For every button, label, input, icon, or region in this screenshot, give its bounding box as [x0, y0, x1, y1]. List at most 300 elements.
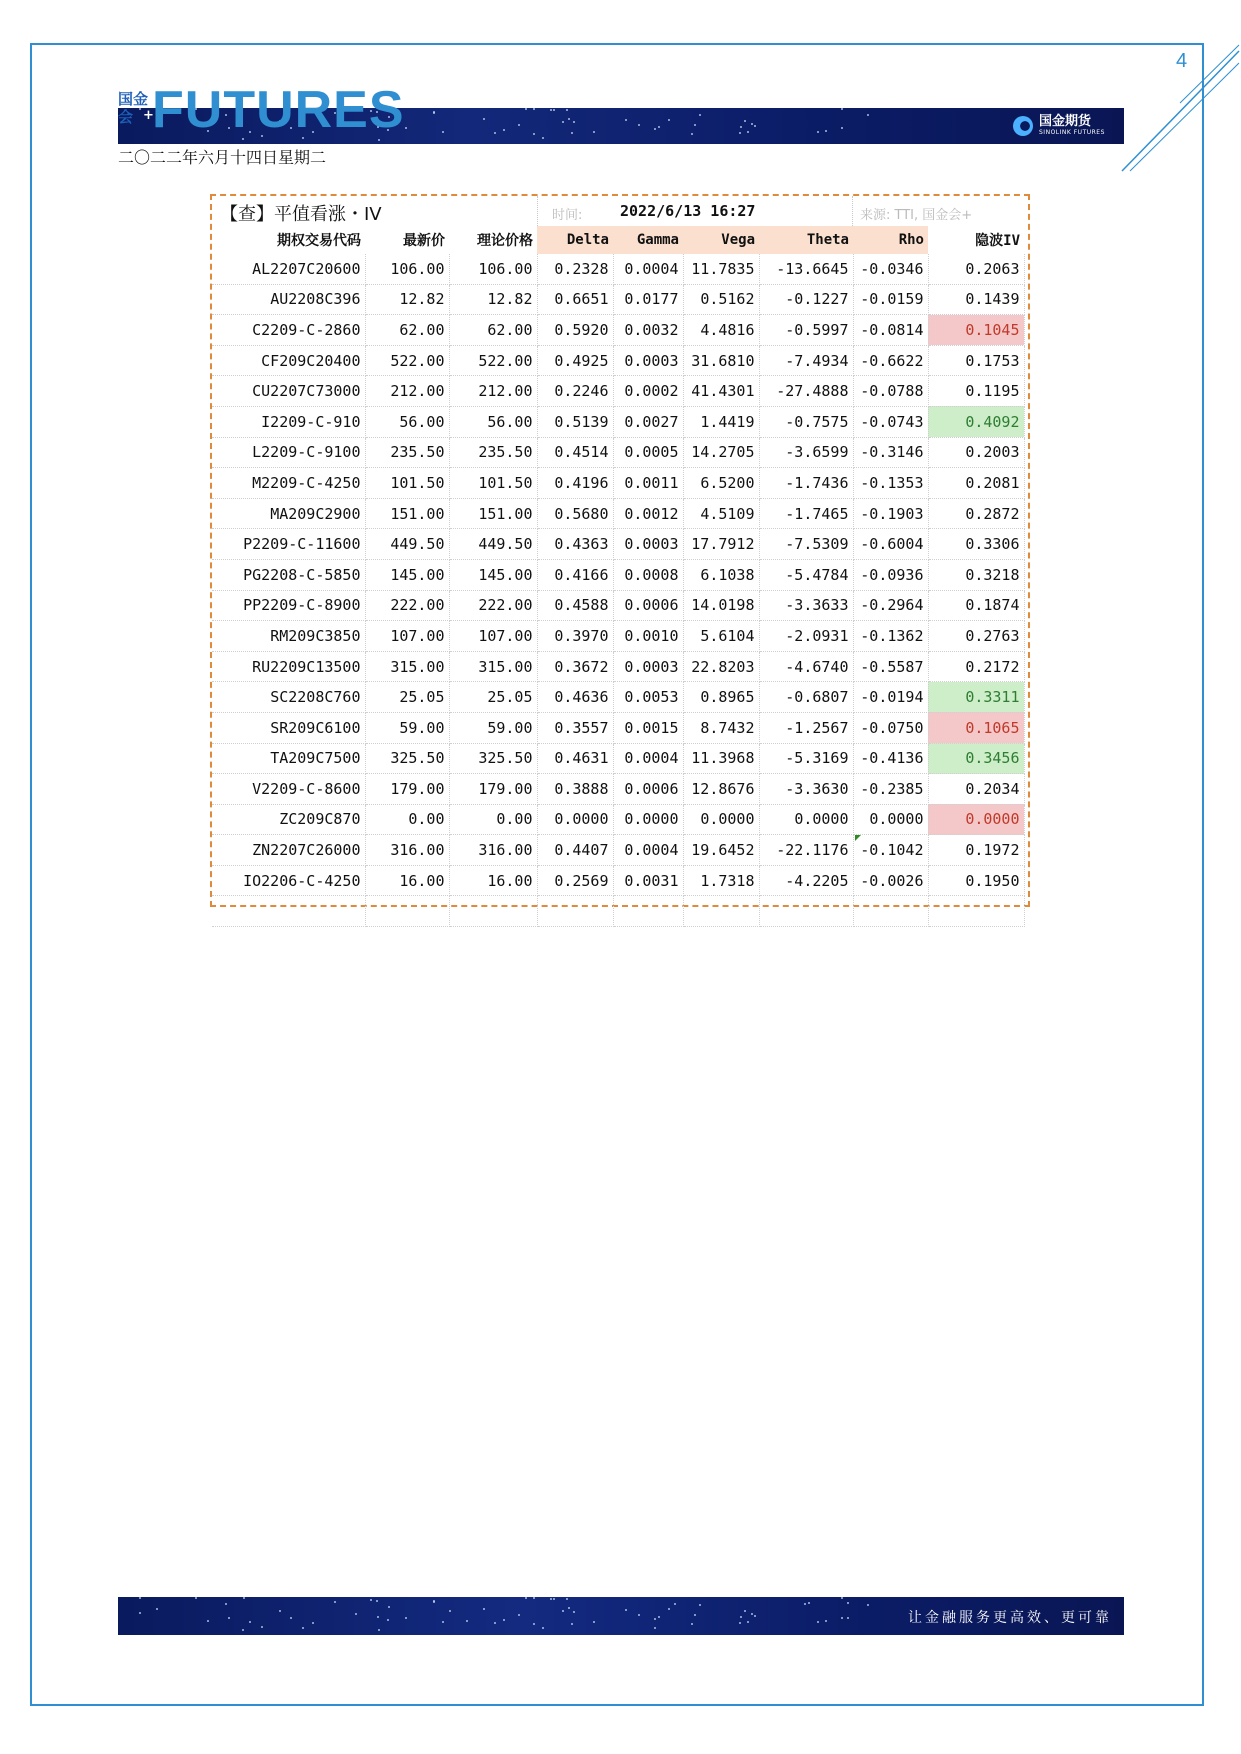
star-decoration: [744, 120, 746, 122]
table-cell: 0.3311: [928, 682, 1024, 713]
table-cell: -0.0346: [853, 254, 928, 284]
star-decoration: [533, 133, 535, 135]
table-cell: 6.5200: [683, 468, 759, 499]
table-cell: 1.7318: [683, 865, 759, 896]
star-decoration: [699, 114, 701, 116]
table-cell: -0.3146: [853, 437, 928, 468]
footer-slogan: 让金融服务更高效、更可靠: [908, 1610, 1112, 1626]
table-cell: -4.6740: [759, 651, 853, 682]
star-decoration: [553, 1598, 555, 1600]
table-cell: 0.4363: [537, 529, 613, 560]
star-decoration: [841, 108, 843, 110]
table-cell: -0.1042: [853, 835, 928, 866]
option-code-cell: L2209-C-9100: [212, 437, 365, 468]
option-code-cell: PP2209-C-8900: [212, 590, 365, 621]
brand-wordmark: FUTURES: [152, 81, 405, 139]
star-decoration: [691, 1623, 693, 1625]
star-decoration: [658, 1616, 660, 1618]
table-row: [212, 406, 1024, 437]
option-code-cell: MA209C2900: [212, 498, 365, 529]
logo-mark-icon: [1013, 116, 1033, 136]
table-cell: 212.00: [365, 376, 449, 407]
table-cell: 4.5109: [683, 498, 759, 529]
table-cell: 0.0006: [613, 774, 683, 805]
table-cell: 0.0010: [613, 621, 683, 652]
option-code-cell: CF209C20400: [212, 345, 365, 376]
table-cell: -7.4934: [759, 345, 853, 376]
table-row: [212, 468, 1024, 499]
table-cell: [365, 896, 449, 927]
star-decoration: [442, 1621, 444, 1623]
table-cell: 25.05: [365, 682, 449, 713]
table-cell: -0.1227: [759, 284, 853, 315]
table-cell: 0.4925: [537, 345, 613, 376]
table-cell: 0.0000: [928, 804, 1024, 835]
option-code-cell: IO2206-C-4250: [212, 865, 365, 896]
star-decoration: [566, 109, 568, 111]
star-decoration: [550, 109, 552, 111]
table-cell: 59.00: [449, 712, 537, 743]
star-decoration: [699, 1604, 701, 1606]
table-cell: 0.0003: [613, 529, 683, 560]
table-cell: 0.5680: [537, 498, 613, 529]
table-cell: -0.5587: [853, 651, 928, 682]
corner-decoration: [1120, 43, 1241, 173]
table-cell: 0.2172: [928, 651, 1024, 682]
table-cell: 0.0031: [613, 865, 683, 896]
option-code-cell: V2209-C-8600: [212, 774, 365, 805]
table-cell: 106.00: [449, 254, 537, 284]
star-decoration: [533, 1623, 535, 1625]
table-cell: 145.00: [365, 559, 449, 590]
star-decoration: [740, 126, 742, 128]
option-code-cell: C2209-C-2860: [212, 315, 365, 346]
table-cell: 62.00: [365, 315, 449, 346]
table-cell: -0.1903: [853, 498, 928, 529]
star-decoration: [562, 121, 564, 123]
table-cell: 222.00: [449, 590, 537, 621]
table-cell: 0.1950: [928, 865, 1024, 896]
table-cell: 11.3968: [683, 743, 759, 774]
table-cell: -1.2567: [759, 712, 853, 743]
table-cell: -2.0931: [759, 621, 853, 652]
table-cell: 449.50: [365, 529, 449, 560]
table-cell: [537, 896, 613, 927]
table-cell: [853, 896, 928, 927]
table-cell: -13.6645: [759, 254, 853, 284]
col-header-last: 最新价: [365, 226, 449, 254]
table-cell: -1.7465: [759, 498, 853, 529]
table-cell: 19.6452: [683, 835, 759, 866]
table-cell: 0.0006: [613, 590, 683, 621]
table-cell: -7.5309: [759, 529, 853, 560]
table-cell: 0.6651: [537, 284, 613, 315]
star-decoration: [483, 118, 485, 120]
table-cell: 0.0000: [537, 804, 613, 835]
table-cell: 12.8676: [683, 774, 759, 805]
star-decoration: [139, 1612, 141, 1614]
table-cell: 0.2569: [537, 865, 613, 896]
table-cell: 101.50: [365, 468, 449, 499]
table-cell: -3.3630: [759, 774, 853, 805]
star-decoration: [841, 1597, 843, 1599]
star-decoration: [542, 1627, 544, 1629]
star-decoration: [553, 109, 555, 111]
table-row: [212, 804, 1024, 835]
option-code-cell: RU2209C13500: [212, 651, 365, 682]
table-cell: 0.2063: [928, 254, 1024, 284]
table-cell: 235.50: [365, 437, 449, 468]
table-cell: [759, 896, 853, 927]
table-cell: 0.1972: [928, 835, 1024, 866]
table-cell: -0.2385: [853, 774, 928, 805]
table-row: [212, 590, 1024, 621]
table-cell: [928, 896, 1024, 927]
col-header-theta: Theta: [759, 226, 853, 254]
page-number: 4: [1176, 50, 1188, 72]
star-decoration: [370, 1599, 372, 1601]
star-decoration: [841, 127, 843, 129]
table-cell: 0.0008: [613, 559, 683, 590]
star-decoration: [668, 119, 670, 121]
star-decoration: [449, 1610, 451, 1612]
star-decoration: [817, 1621, 819, 1623]
star-decoration: [494, 132, 496, 134]
table-cell: -0.2964: [853, 590, 928, 621]
table-row: [212, 865, 1024, 896]
table-cell: 12.82: [449, 284, 537, 315]
table-cell: 1.4419: [683, 406, 759, 437]
table-cell: 22.8203: [683, 651, 759, 682]
table-cell: 11.7835: [683, 254, 759, 284]
table-cell: [449, 896, 537, 927]
star-decoration: [568, 1607, 570, 1609]
table-cell: 212.00: [449, 376, 537, 407]
footer-banner: [118, 1597, 1124, 1635]
table-row: [212, 315, 1024, 346]
col-header-delta: Delta: [537, 226, 613, 254]
star-decoration: [312, 1622, 314, 1624]
table-cell: 14.2705: [683, 437, 759, 468]
star-decoration: [483, 1608, 485, 1610]
table-cell: 0.2328: [537, 254, 613, 284]
table-cell: 4.4816: [683, 315, 759, 346]
table-cell: -0.0026: [853, 865, 928, 896]
table-row: [212, 835, 1024, 866]
table-row: [212, 682, 1024, 713]
star-decoration: [279, 1610, 281, 1612]
star-decoration: [518, 124, 520, 126]
star-decoration: [503, 129, 505, 131]
table-cell: 0.0005: [613, 437, 683, 468]
table-cell: 0.2763: [928, 621, 1024, 652]
option-code-cell: SC2208C760: [212, 682, 365, 713]
table-cell: 0.5162: [683, 284, 759, 315]
option-code-cell: AL2207C20600: [212, 254, 365, 284]
star-decoration: [518, 1614, 520, 1616]
table-cell: 17.7912: [683, 529, 759, 560]
table-cell: 0.1195: [928, 376, 1024, 407]
star-decoration: [747, 1621, 749, 1623]
table-cell: -5.3169: [759, 743, 853, 774]
table-cell: 0.0004: [613, 254, 683, 284]
col-header-vega: Vega: [683, 226, 759, 254]
table-cell: 0.0000: [613, 804, 683, 835]
star-decoration: [573, 121, 575, 123]
table-cell: 0.0000: [853, 804, 928, 835]
star-decoration: [691, 133, 693, 135]
star-decoration: [405, 1617, 407, 1619]
star-decoration: [804, 1603, 806, 1605]
table-cell: 0.4514: [537, 437, 613, 468]
star-decoration: [751, 1613, 753, 1615]
table-cell: 235.50: [449, 437, 537, 468]
table-cell: 0.0015: [613, 712, 683, 743]
star-decoration: [654, 1618, 656, 1620]
table-cell: -0.0936: [853, 559, 928, 590]
table-row: [212, 743, 1024, 774]
table-cell: -5.4784: [759, 559, 853, 590]
table-row: [212, 559, 1024, 590]
star-decoration: [638, 1614, 640, 1616]
time-label: 时间:: [552, 208, 583, 223]
table-cell: 16.00: [365, 865, 449, 896]
star-decoration: [566, 1598, 568, 1600]
star-decoration: [195, 1597, 197, 1599]
table-cell: -0.6004: [853, 529, 928, 560]
star-decoration: [739, 132, 741, 134]
table-cell: -4.2205: [759, 865, 853, 896]
star-decoration: [674, 1603, 676, 1605]
star-decoration: [525, 108, 527, 110]
star-decoration: [740, 1616, 742, 1618]
option-code-cell: ZC209C870: [212, 804, 365, 835]
table-cell: 0.0000: [683, 804, 759, 835]
table-cell: 0.2872: [928, 498, 1024, 529]
table-cell: 316.00: [449, 835, 537, 866]
table-cell: 0.3456: [928, 743, 1024, 774]
star-decoration: [625, 1609, 627, 1611]
star-decoration: [405, 127, 407, 129]
report-date: 二〇二二年六月十四日星期二: [118, 148, 327, 167]
star-decoration: [867, 114, 869, 116]
table-cell: 0.00: [365, 804, 449, 835]
table-cell: 107.00: [365, 621, 449, 652]
star-decoration: [593, 1621, 595, 1623]
star-decoration: [867, 1604, 869, 1606]
table-row: [212, 529, 1024, 560]
star-decoration: [533, 108, 535, 110]
table-cell: 0.2003: [928, 437, 1024, 468]
table-cell: -0.0750: [853, 712, 928, 743]
star-decoration: [739, 1622, 741, 1624]
table-cell: 0.1874: [928, 590, 1024, 621]
star-decoration: [754, 1615, 756, 1617]
option-code-cell: AU2208C396: [212, 284, 365, 315]
options-table: [212, 226, 1025, 927]
table-cell: 0.2246: [537, 376, 613, 407]
table-cell: 222.00: [365, 590, 449, 621]
star-decoration: [207, 1620, 209, 1622]
table-cell: 0.0002: [613, 376, 683, 407]
table-cell: -0.4136: [853, 743, 928, 774]
table-cell: 25.05: [449, 682, 537, 713]
option-code-cell: P2209-C-11600: [212, 529, 365, 560]
table-cell: 0.0000: [759, 804, 853, 835]
table-cell: -3.6599: [759, 437, 853, 468]
table-time: 2022/6/13 16:27: [620, 202, 756, 220]
option-code-cell: M2209-C-4250: [212, 468, 365, 499]
star-decoration: [525, 1597, 527, 1599]
table-cell: 6.1038: [683, 559, 759, 590]
star-decoration: [847, 1617, 849, 1619]
table-cell: 62.00: [449, 315, 537, 346]
star-decoration: [825, 130, 827, 132]
table-cell: -0.0159: [853, 284, 928, 315]
star-decoration: [334, 1601, 336, 1603]
table-cell: 316.00: [365, 835, 449, 866]
star-decoration: [242, 1629, 244, 1631]
table-cell: 0.0032: [613, 315, 683, 346]
table-cell: 0.1753: [928, 345, 1024, 376]
table-header-row: [212, 226, 1024, 254]
col-header-theoretical: 理论价格: [449, 226, 537, 254]
table-cell: 56.00: [365, 406, 449, 437]
table-row: [212, 345, 1024, 376]
table-cell: 315.00: [365, 651, 449, 682]
table-cell: -0.6807: [759, 682, 853, 713]
option-code-cell: ZN2207C26000: [212, 835, 365, 866]
star-decoration: [466, 1620, 468, 1622]
table-cell: 5.6104: [683, 621, 759, 652]
star-decoration: [433, 1601, 435, 1603]
star-decoration: [550, 1598, 552, 1600]
star-decoration: [388, 1606, 390, 1608]
star-decoration: [442, 131, 444, 133]
table-cell: 0.0004: [613, 835, 683, 866]
table-cell: -0.0743: [853, 406, 928, 437]
table-cell: 0.0003: [613, 651, 683, 682]
table-row: [212, 651, 1024, 682]
col-header-rho: Rho: [853, 226, 928, 254]
star-decoration: [225, 1603, 227, 1605]
star-decoration: [568, 118, 570, 120]
table-row: [212, 254, 1024, 284]
table-cell: 315.00: [449, 651, 537, 682]
star-decoration: [533, 1597, 535, 1599]
star-decoration: [562, 1610, 564, 1612]
table-cell: 0.3218: [928, 559, 1024, 590]
star-decoration: [625, 119, 627, 121]
table-cell: 0.0012: [613, 498, 683, 529]
star-decoration: [808, 1602, 810, 1604]
star-decoration: [376, 1600, 378, 1602]
table-row: [212, 284, 1024, 315]
table-empty-row: [212, 896, 1024, 927]
table-row: [212, 498, 1024, 529]
table-cell: -3.3633: [759, 590, 853, 621]
table-row: [212, 376, 1024, 407]
star-decoration: [825, 1620, 827, 1622]
table-cell: -0.5997: [759, 315, 853, 346]
table-cell: 0.0177: [613, 284, 683, 315]
star-decoration: [571, 1623, 573, 1625]
star-decoration: [593, 131, 595, 133]
table-cell: 0.0053: [613, 682, 683, 713]
table-cell: 0.4166: [537, 559, 613, 590]
brand-cn: 国金 会: [118, 90, 149, 126]
star-decoration: [503, 1619, 505, 1621]
table-cell: 179.00: [449, 774, 537, 805]
table-cell: 107.00: [449, 621, 537, 652]
table-cell: 0.3672: [537, 651, 613, 682]
table-cell: 179.00: [365, 774, 449, 805]
table-cell: 0.3888: [537, 774, 613, 805]
star-decoration: [378, 1629, 380, 1631]
star-decoration: [249, 1621, 251, 1623]
table-cell: 0.4588: [537, 590, 613, 621]
table-cell: [212, 896, 365, 927]
star-decoration: [387, 1619, 389, 1621]
table-cell: 0.1439: [928, 284, 1024, 315]
star-decoration: [542, 137, 544, 139]
table-cell: 0.0004: [613, 743, 683, 774]
star-decoration: [654, 128, 656, 130]
star-decoration: [751, 123, 753, 125]
table-cell: 522.00: [449, 345, 537, 376]
table-cell: 0.0003: [613, 345, 683, 376]
table-cell: 31.6810: [683, 345, 759, 376]
table-cell: 325.50: [449, 743, 537, 774]
table-cell: -22.1176: [759, 835, 853, 866]
table-cell: 16.00: [449, 865, 537, 896]
logo-text-cn: 国金期货: [1039, 114, 1092, 129]
table-cell: 0.3970: [537, 621, 613, 652]
option-code-cell: SR209C6100: [212, 712, 365, 743]
option-code-cell: PG2208-C-5850: [212, 559, 365, 590]
table-cell: 0.0011: [613, 468, 683, 499]
star-decoration: [694, 1614, 696, 1616]
options-table-panel: [210, 194, 1030, 907]
star-decoration: [302, 1627, 304, 1629]
table-row: [212, 712, 1024, 743]
star-decoration: [747, 131, 749, 133]
table-cell: 151.00: [365, 498, 449, 529]
star-decoration: [494, 1622, 496, 1624]
star-decoration: [571, 132, 573, 134]
col-header-code: 期权交易代码: [212, 226, 365, 254]
table-row: [212, 774, 1024, 805]
table-cell: -0.0814: [853, 315, 928, 346]
table-cell: -0.7575: [759, 406, 853, 437]
table-cell: 0.4631: [537, 743, 613, 774]
table-cell: 0.4092: [928, 406, 1024, 437]
star-decoration: [638, 124, 640, 126]
table-cell: -0.1353: [853, 468, 928, 499]
option-code-cell: RM209C3850: [212, 621, 365, 652]
star-decoration: [694, 124, 696, 126]
table-row: [212, 437, 1024, 468]
star-decoration: [817, 131, 819, 133]
star-decoration: [654, 1627, 656, 1629]
star-decoration: [261, 1626, 263, 1628]
table-cell: -27.4888: [759, 376, 853, 407]
table-cell: 0.8965: [683, 682, 759, 713]
table-cell: 0.3557: [537, 712, 613, 743]
option-code-cell: TA209C7500: [212, 743, 365, 774]
table-row: [212, 621, 1024, 652]
table-cell: -0.0194: [853, 682, 928, 713]
